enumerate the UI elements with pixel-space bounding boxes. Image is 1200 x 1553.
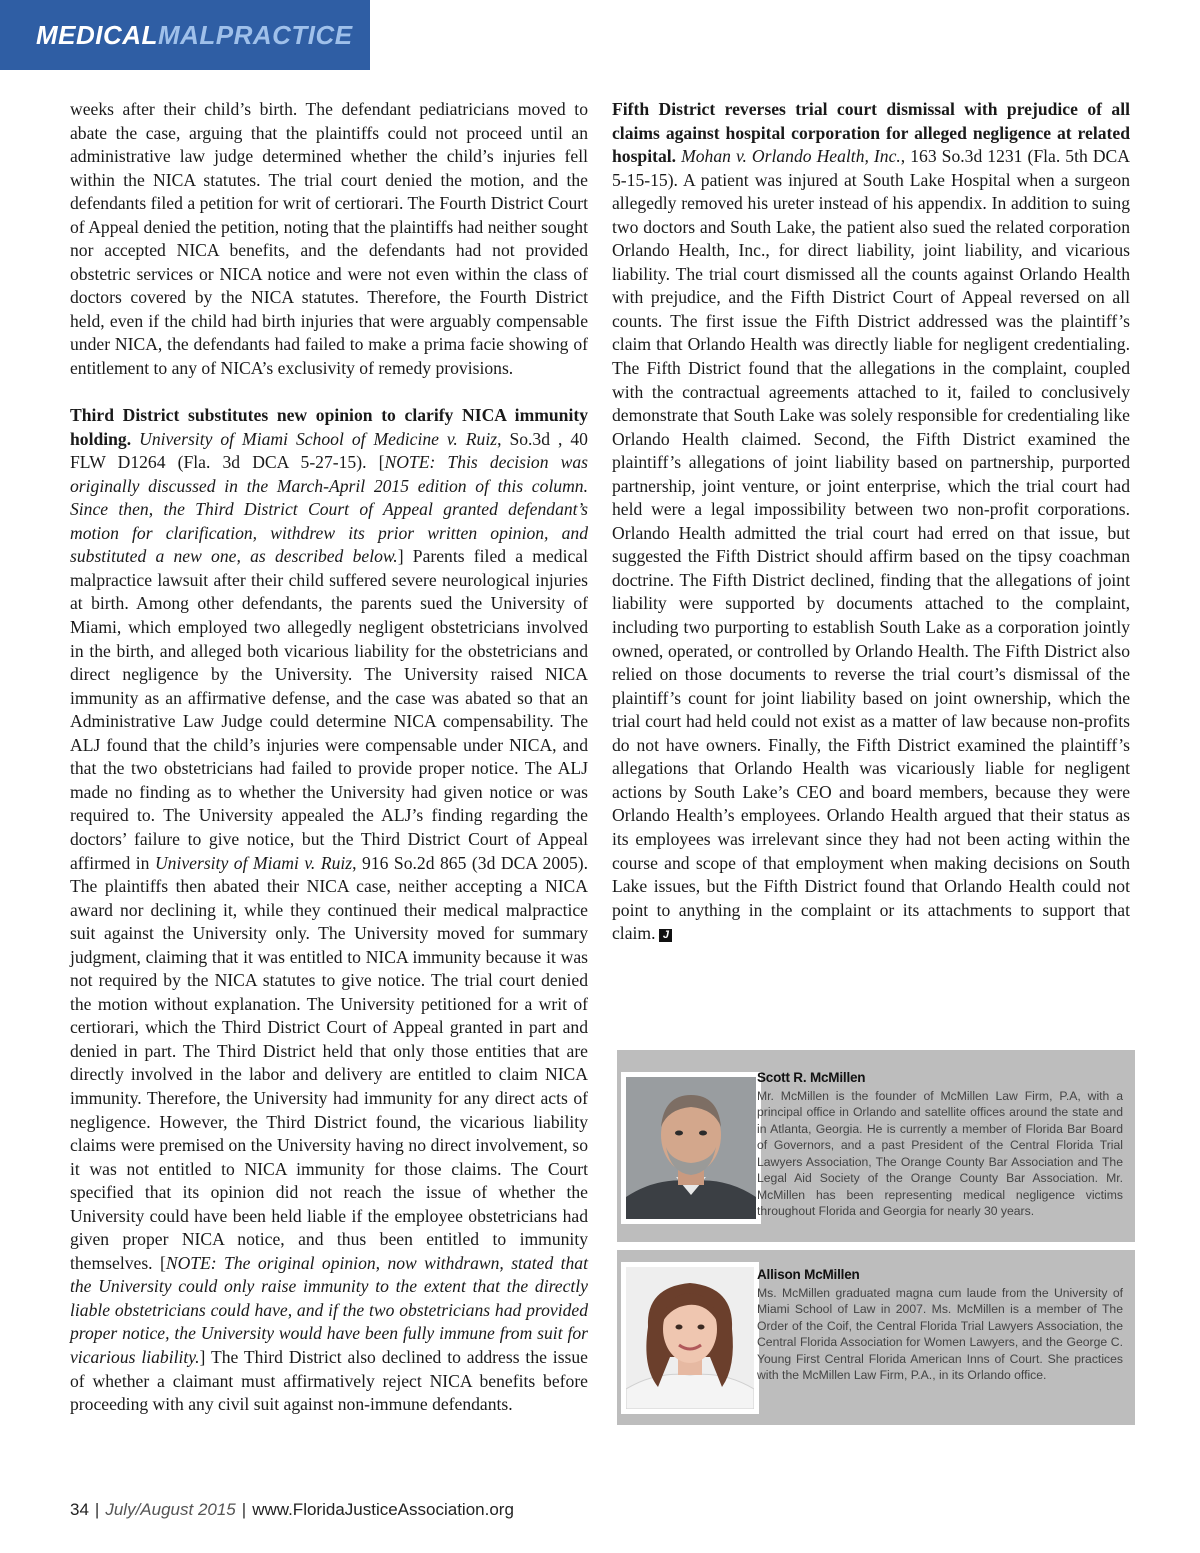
section-title-part2: MALPRACTICE [157,20,353,50]
portrait-woman-icon [626,1267,754,1409]
case-body-2: , 916 So.2d 865 (3d DCA 2005). The plaintiffs then abated their NICA case, neither accepting a NICA award nor declining it, while they continued their medical malpractice suit against the University only. The University moved for summary judgment, claiming that it was entitled to NICA immunity because it was not required by the NICA statutes to give notice. The trial court denied the motion without explanation. The University petitioned for a writ of certiorari, which the Third District Court of Appeal granted in part and denied in part. The Third District held that only those entities that are directly involved in the labor and delivery are entitled to claim NICA immunity. Therefore, the University had immunity for any direct acts of negligence. However, the Third District found, the vicarious liability claims were premised on the University having no direct involvement, so it was not entitled to NICA immunity for those claims. The Court specified that its opinion did not reach the issue of whether the University could have been held liable if the employee obstetricians had given proper NICA notice, and thus been entitled to immunity themselves. [ [70,852,589,1273]
case-body-3: ] The Third District also declined to address the issue of whether a claimant must affirmatively reject NICA benefits before proceeding with any civil suit against non-immune defendants. [70,1346,588,1415]
case-body-fifth: , 163 So.3d 1231 (Fla. 5th DCA 5-15-15). A patient was injured at South Lake Hospital when a surgeon allegedly removed his ureter instead of his appendix. In addition to suing two doctors and South Lake, the patient also sued the related corporation Orlando Health, Inc., for direct liability, joint liability, and vicarious liability. The trial court dismissed all the counts against Orlando Health with prejudice, and the Fifth District Court of Appeal reversed on all counts. The first issue the Fifth District addressed was the plaintiff’s claim that Orlando Health was directly liable for negligent credentialing. The Fifth District found that the allegations in the complaint, coupled with the contractual agreements attached to it, failed to conclusively demonstrate that South Lake was solely responsible for credentialing like Orlando Health claimed. Second, the Fifth District examined the plaintiff’s allegations of joint liability based on partnership, purported partnership, joint venture, or joint enterprise, which the trial court had held were a legal impossibility between two non-profit corporations. Orlando Health admitted the trial court had erred on that issue, but suggested the Fifth District should affirm based on the tipsy coachman doctrine. The Fifth District declined, finding that the allegations of joint liability were supported by documents attached to the complaint, including two purporting to establish South Lake as a corporation jointly owned, operated, or controlled by Orlando Health. The Fifth District also relied on those documents to reverse the trial court’s dismissal of the plaintiff’s count for joint liability based on joint ownership, which the trial court had held could not exist as a matter of law because non-profits do not have owners. Finally, the Fifth District examined the plaintiff’s allegations that Orlando Health was vicariously liable for negligent actions by South Lake’s CEO and board members, because they were Orlando Health’s employees. Orlando Health argued that their status as its employees was irrelevant since they had not been acting within the course and scope of that employment when making decisions on South Lake issues, but the Fifth District found that Orlando Health could not point to anything in the complaint or its attachments to support that claim. [612,146,1130,944]
bio-name-allison: Allison McMillen [757,1267,860,1282]
page-number: 34 [70,1500,89,1519]
website-link[interactable]: www.FloridaJusticeAssociation.org [252,1500,514,1519]
article-end-icon: J [659,929,672,942]
case-body: ] Parents filed a medical malpractice lawsuit after their child suffered severe neurological injuries at birth. Among other defendants, the parents sued the University of Miami, which employed two allegedly negligent obstetricians involved in the birth, and alleged both vicarious liability for the obstetricians and direct negligence by the University. The University raised NICA immunity as an affirmative defense, and the case was abated so that an Administrative Law Judge could determine NICA compensability. The ALJ found that the child’s injuries were compensable under NICA, and that the two obstetricians had failed to provide proper notice. The ALJ made no finding as to whether the University had given notice or was required to. The University appealed the ALJ’s finding regarding the doctors’ failure to give notice, but the Third District Court of Appeal affirmed in [70,546,588,873]
section-header-tab [0,0,370,70]
case-heading-fifth: Fifth District reverses trial court dismissal with prejudice of all claims against hospital corporation for alleged negligence at related hospital. [612,99,1130,167]
paragraph-continued: weeks after their child’s birth. The defendant pediatricians moved to abate the case, arguing that the plaintiffs could not proceed until an administrative law judge determined whether the child’s injuries fell within the NICA statutes. The trial court denied the motion, and the defendants filed a petition for writ of certiorari. The Fourth District Court of Appeal denied the petition, noting that the plaintiffs had neither sought nor accepted NICA benefits, and the defendants had not provided obstetric services or NICA notice and were not even within the class of doctors covered by the NICA statutes. Therefore, the Fourth District held, even if the child had birth injuries that were arguably compensable under NICA, the defendants had failed to make a prima facie showing of entitlement to any of NICA’s exclusivity of remedy provisions. [70,99,588,379]
editor-note: NOTE: This decision was originally discussed in the March-April 2015 edition of this column. Since then, the Third District Court of Appeal granted defendant’s motion for clarification, withdrew its prior written opinion, and substituted a new one, as described below. [70,452,588,567]
paragraph-third-district [70,404,588,1417]
editor-note-2: NOTE: The original opinion, now withdrawn, stated that the University could only raise immunity to the extent that the directly liable obstetricians could have, and if the two obstetricians had provided proper notice, the University would have been fully immune from suit for vicarious liability. [70,1252,588,1367]
case-name-2: University of Miami v. Ruiz [154,852,353,873]
author-bio-scott [617,1050,1135,1242]
bio-name-scott: Scott R. McMillen [757,1070,866,1085]
section-title [36,20,353,51]
section-title-part1: MEDICAL [36,20,158,50]
left-column [70,98,588,1417]
paragraph-fifth-district [612,98,1130,946]
case-name-fifth: Mohan v. Orlando Health, Inc. [681,146,901,167]
portrait-man-icon [626,1077,756,1219]
case-citation: , So.3d , 40 FLW D1264 (Fla. 3d DCA 5-27-15). [ [70,428,588,473]
footer-separator-2: | [241,1500,247,1519]
issue-date: July/August 2015 [105,1500,236,1519]
author-bio-allison [617,1250,1135,1425]
case-heading: Third District substitutes new opinion to clarify NICA immunity holding. [70,405,588,449]
bio-text-scott [757,1070,1123,1220]
bio-description-allison: Ms. McMillen graduated magna cum laude from the University of Miami School of Law in 2007. Ms. McMillen is a member of The Order of the Coif, the Central Florida Trial Lawyers Association, the Central Florida Association for Women Lawyers, and the George C. Young First Central Florida American Inns of Court. She practices with the McMillen Law Firm, P.A., in its Orlando office. [757,1285,1123,1382]
page-footer [70,1500,514,1520]
bio-text-allison [757,1267,1123,1384]
author-photo-allison [621,1262,759,1414]
right-column [612,98,1130,946]
footer-separator: | [94,1500,100,1519]
author-photo-scott [621,1072,761,1224]
bio-description-scott: Mr. McMillen is the founder of McMillen Law Firm, P.A, with a principal office in Orlando and satellite offices around the state and in Atlanta, Georgia. He is currently a member of Florida Bar Board of Governors, and a past President of the Central Florida Trial Lawyers Association, The Orange County Bar Association and The Legal Aid Society of the Orange County Bar Association. Mr. McMillen has been representing medical negligence victims throughout Florida and Georgia for nearly 30 years. [757,1088,1123,1218]
case-name: University of Miami School of Medicine v. Ruiz [139,428,498,449]
